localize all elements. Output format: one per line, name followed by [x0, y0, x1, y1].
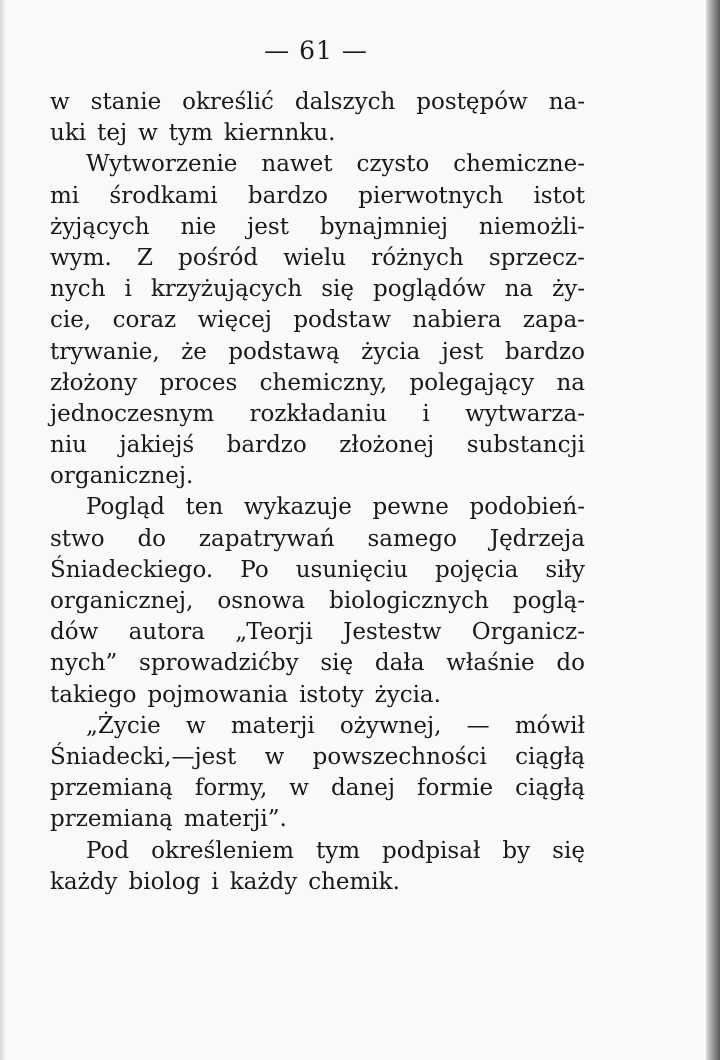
text-line: takiego pojmowania istoty życia.: [50, 681, 441, 708]
text-line: stwo do zapatrywań samego Jędrzeja: [50, 525, 585, 552]
text-line: cie, coraz więcej podstaw nabiera zapa-: [50, 307, 585, 334]
text-line: w stanie określić dalszych postępów na-: [50, 89, 585, 115]
text-line: Śniadecki,—jest w powszechności ciągłą: [50, 743, 585, 770]
text-line: nych i krzyżujących się poglądów na ży-: [50, 276, 585, 303]
text-line: mi środkami bardzo pierwotnych istot: [50, 182, 585, 209]
text-line: żyjących nie jest bynajmniej niemożli-: [50, 213, 585, 240]
text-line: Wytworzenie nawet czysto chemiczne-: [86, 151, 585, 178]
page-right-edge-shadow: [706, 0, 720, 1060]
text-line: uki tej w tym kiernnku.: [50, 120, 336, 147]
text-line: przemianą formy, w danej formie ciągłą: [50, 775, 585, 802]
body-text: [50, 87, 585, 898]
page-number: — 61 —: [264, 36, 368, 65]
text-line: niu jakiejś bardzo złożonej substancji: [50, 432, 585, 459]
text-line: przemianą materji”.: [50, 806, 287, 833]
text-line: złożony proces chemiczny, polegający na: [50, 369, 585, 396]
text-line: Śniadeckiego. Po usunięciu pojęcia siły: [50, 556, 585, 583]
text-line: organicznej.: [50, 463, 194, 490]
text-line: każdy biolog i każdy chemik.: [50, 868, 400, 895]
page-left-edge: [0, 0, 6, 1060]
text-line: jednoczesnym rozkładaniu i wytwarza-: [50, 400, 585, 427]
text-line: organicznej, osnowa biologicznych poglą-: [50, 588, 585, 614]
text-line: dów autora „Teorji Jestestw Organicz-: [50, 619, 585, 646]
text-line: Pogląd ten wykazuje pewne podobień-: [86, 494, 585, 521]
text-line: „Życie w materji ożywnej, — mówił: [86, 712, 585, 739]
text-line: wym. Z pośród wielu różnych sprzecz-: [50, 244, 585, 271]
text-line: nych” sprowadzićby się dała właśnie do: [50, 650, 585, 677]
text-line: trywanie, że podstawą życia jest bardzo: [50, 338, 585, 365]
text-line: Pod określeniem tym podpisał by się: [86, 837, 585, 864]
